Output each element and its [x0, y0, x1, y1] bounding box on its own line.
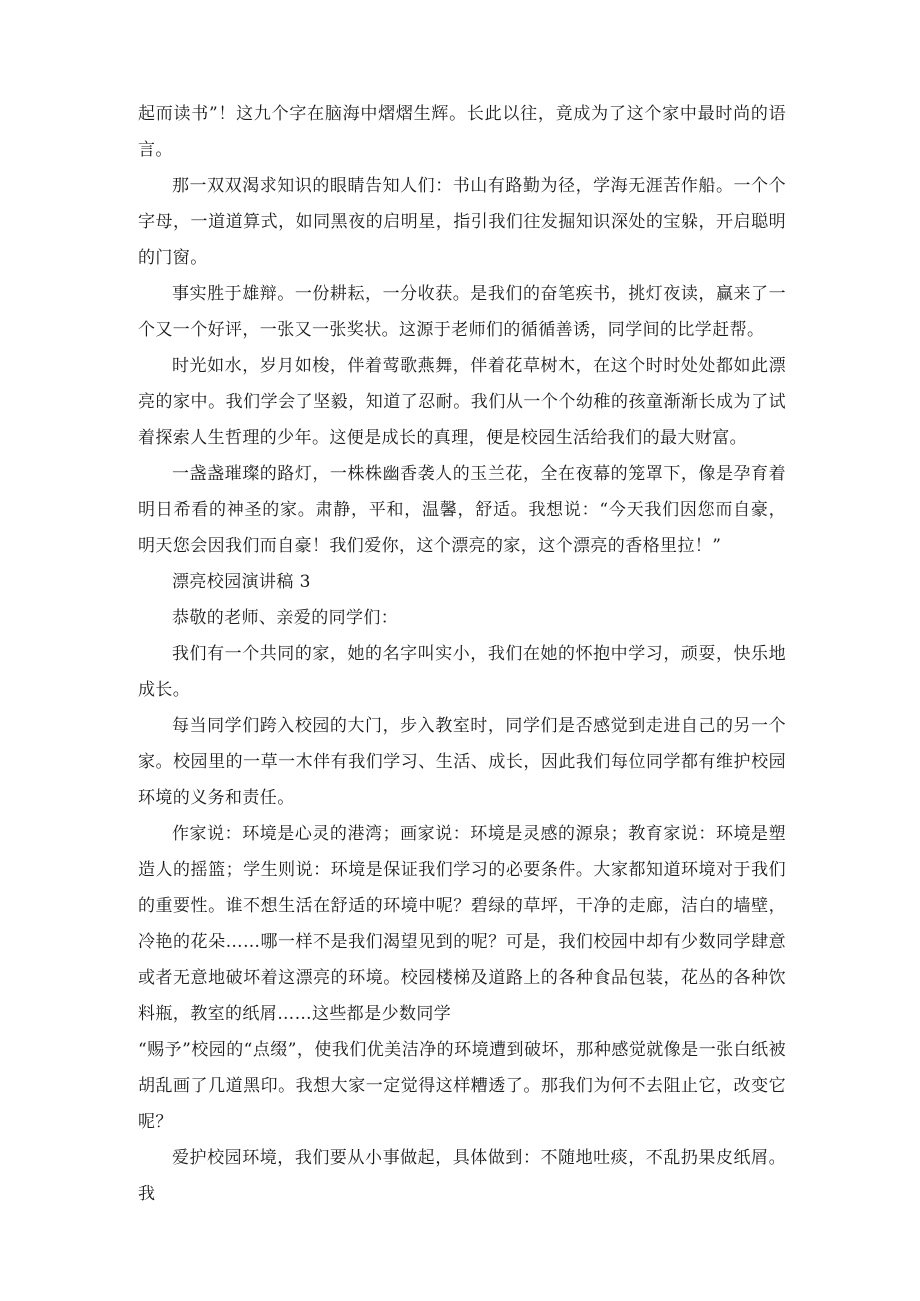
- paragraph: 事实胜于雄辩。一份耕耘，一分收获。是我们的奋笔疾书，挑灯夜读，赢来了一个又一个好评，一张又一张奖状。这源于老师们的循循善诱，同学间的比学赶帮。: [138, 284, 786, 340]
- paragraph: 时光如水，岁月如梭，伴着莺歌燕舞，伴着花草树木，在这个时时处处都如此漂亮的家中。我们学会了坚毅，知道了忍耐。我们从一个个幼稚的孩童渐渐长成为了试着探索人生哲理的少年。这便是成长的真理，便是校园生活给我们的最大财富。: [138, 356, 786, 448]
- paragraph: 我们有一个共同的家，她的名字叫实小，我们在她的怀抱中学习，顽耍，快乐地成长。: [138, 644, 786, 700]
- salutation: 恭敬的老师、亲爱的同学们：: [172, 608, 399, 628]
- paragraph: 作家说：环境是心灵的港湾；画家说：环境是灵感的源泉；教育家说：环境是塑造人的摇篮；学生则说：环境是保证我们学习的必要条件。大家都知道环境对于我们的重要性。谁不想生活在舒适的环境中呢？碧绿的草坪，干净的走廊，洁白的墙壁，冷艳的花朵……哪一样不是我们渴望见到的呢？可是，我们校园中却有少数同学肆意或者无意地破坏着这漂亮的环境。校园楼梯及道路上的各种食品包装，花丛的各种饮料瓶，教室的纸屑……这些都是少数同学: [138, 824, 786, 1024]
- section-heading: 漂亮校园演讲稿 3: [172, 572, 311, 592]
- document-body: [138, 96, 786, 1212]
- paragraph: 那一双双渴求知识的眼睛告知人们：书山有路勤为径，学海无涯苦作船。一个个字母，一道道算式，如同黑夜的启明星，指引我们往发掘知识深处的宝躲，开启聪明的门窗。: [138, 176, 786, 268]
- paragraph: 每当同学们跨入校园的大门，步入教室时，同学们是否感觉到走进自己的另一个家。校园里的一草一木伴有我们学习、生活、成长，因此我们每位同学都有维护校园环境的义务和责任。: [138, 716, 786, 808]
- paragraph: 一盏盏璀璨的路灯，一株株幽香袭人的玉兰花，全在夜幕的笼罩下，像是孕育着明日希看的神圣的家。肃静，平和，温馨，舒适。我想说：“今天我们因您而自豪，明天您会因我们而自豪！我们爱你，这个漂亮的家，这个漂亮的香格里拉！”: [138, 464, 786, 556]
- paragraph: 起而读书”！这九个字在脑海中熠熠生辉。长此以往，竟成为了这个家中最时尚的语言。: [138, 104, 786, 160]
- paragraph: “赐予”校园的“点缀”，使我们优美洁净的环境遭到破坏，那种感觉就像是一张白纸被胡乱画了几道黑印。我想大家一定觉得这样糟透了。那我们为何不去阻止它，改变它呢？: [138, 1040, 786, 1132]
- paragraph: 爱护校园环境，我们要从小事做起，具体做到：不随地吐痰，不乱扔果皮纸屑。我: [138, 1148, 786, 1204]
